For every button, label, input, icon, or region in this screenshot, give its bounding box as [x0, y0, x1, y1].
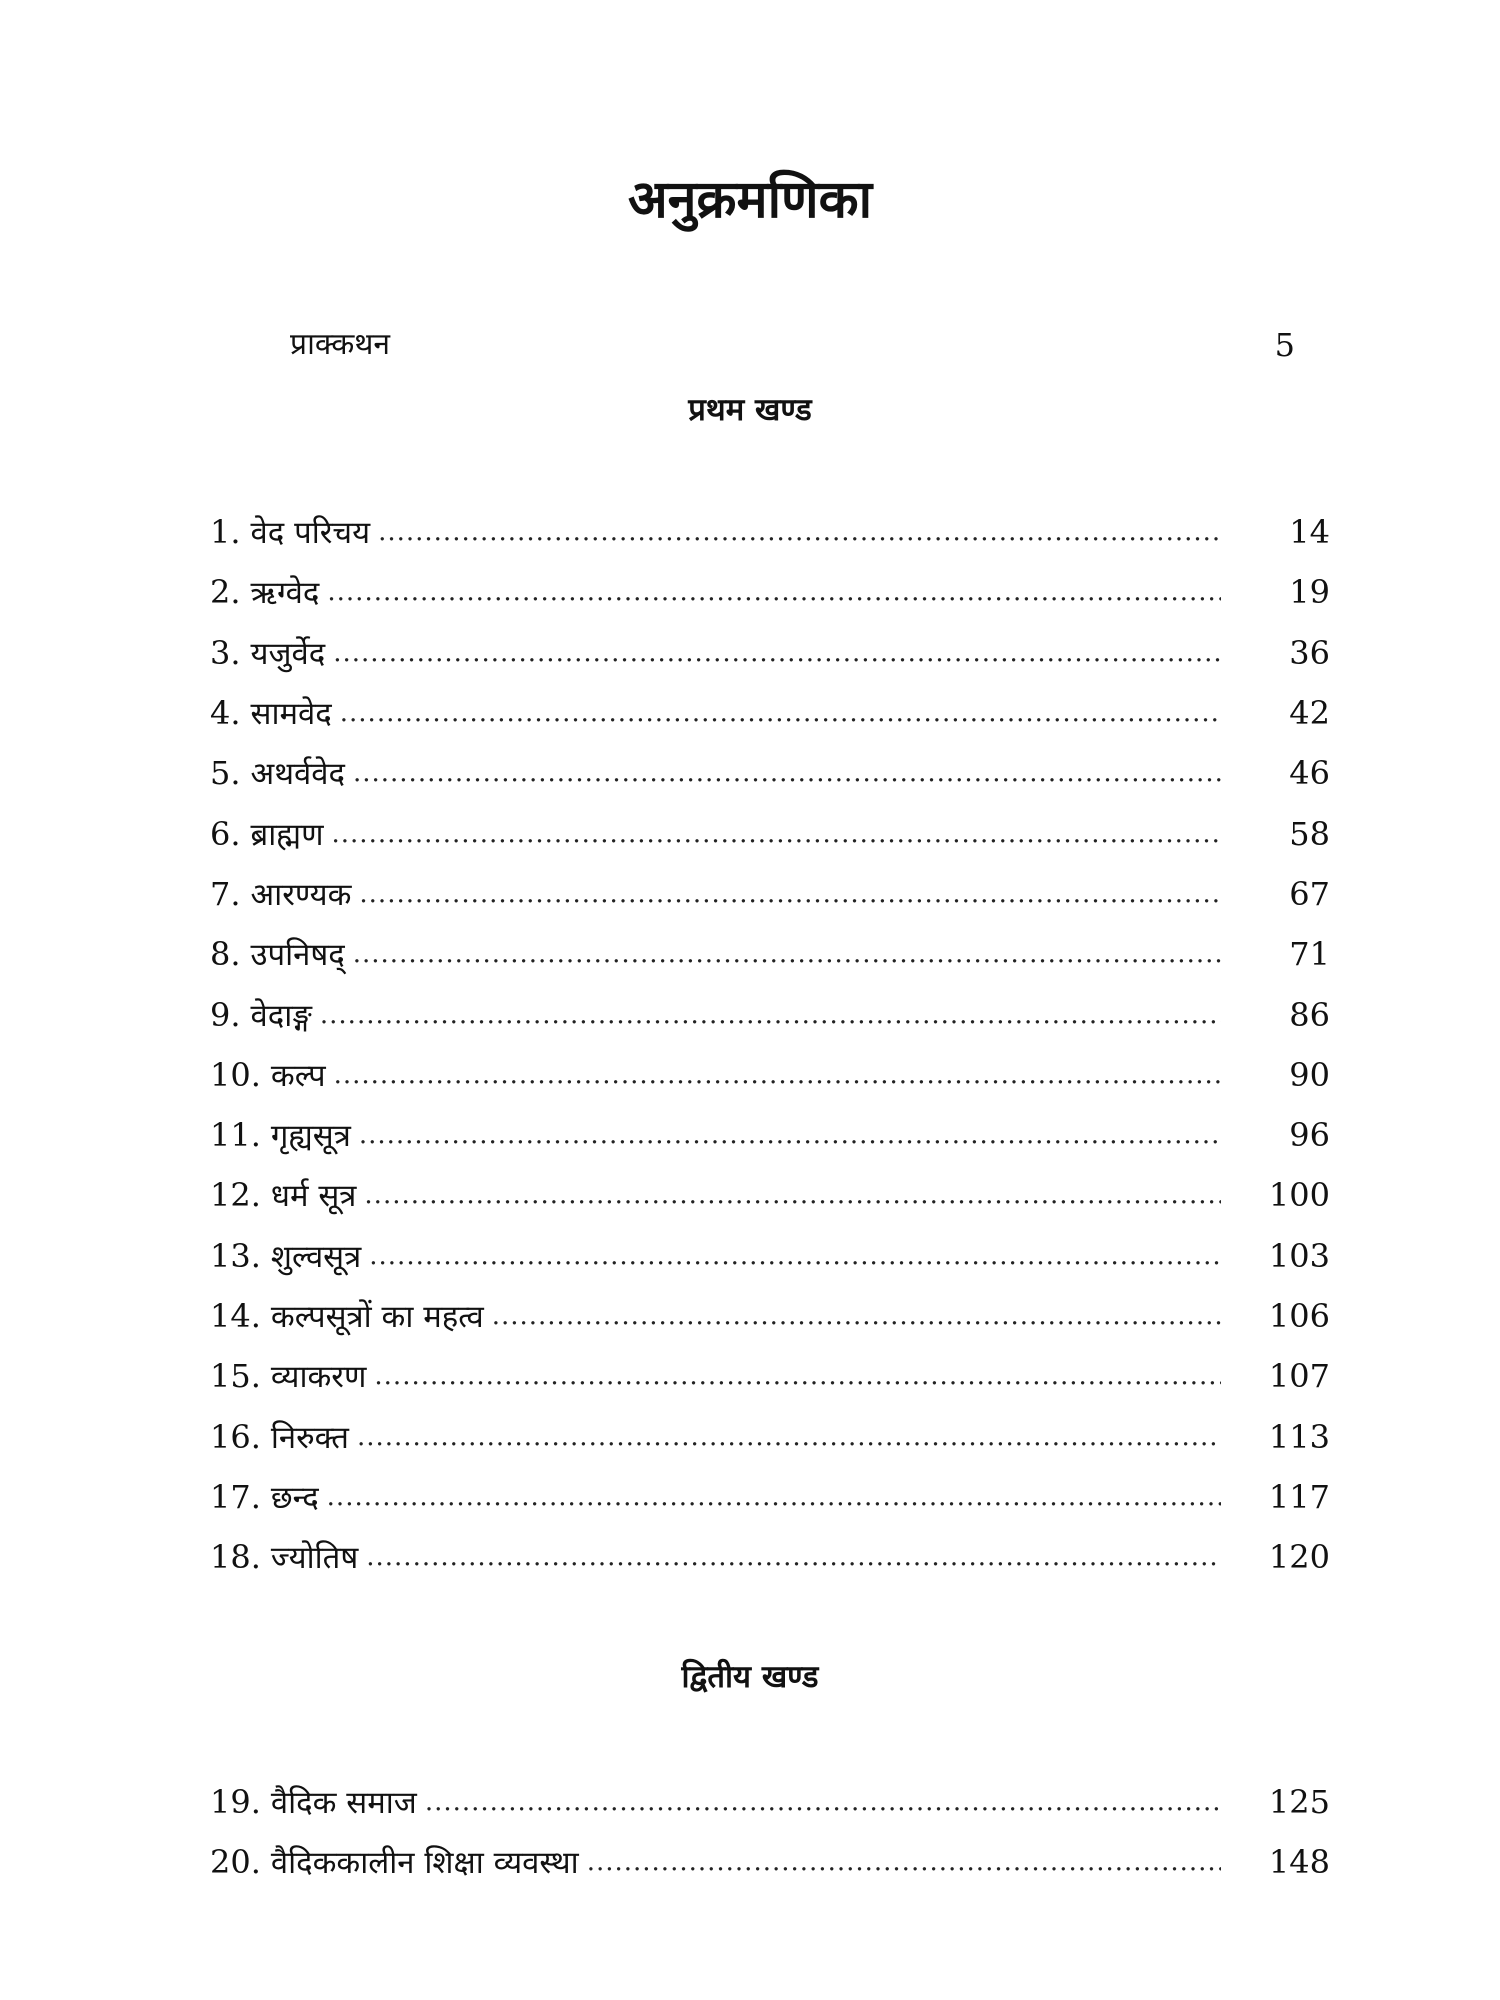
toc-entry-page-number: 71 [1289, 935, 1330, 974]
toc-entry-number: 3. [210, 633, 241, 672]
toc-entry [210, 743, 1330, 803]
toc-list-first-section [210, 502, 1330, 1587]
toc-entry-title: वैदिककालीन शिक्षा व्यवस्था [270, 1845, 579, 1882]
toc-entry-title: गृह्यसूत्र [270, 1118, 351, 1155]
toc-entry-page-number: 103 [1268, 1236, 1330, 1275]
dot-leader [327, 577, 1221, 607]
toc-entry [210, 1527, 1330, 1587]
dot-leader [357, 1422, 1221, 1452]
dot-leader [353, 758, 1221, 788]
toc-entry-title: वेदाङ्ग [250, 997, 312, 1034]
dot-leader [332, 819, 1221, 849]
toc-entry-page-number: 96 [1289, 1116, 1330, 1155]
toc-entry-page-number: 46 [1289, 754, 1330, 793]
toc-entry [210, 683, 1330, 743]
toc-entry-page-number: 86 [1289, 995, 1330, 1034]
toc-entry-number: 16. [210, 1417, 261, 1456]
dot-leader [366, 1542, 1221, 1572]
toc-entry-title: यजुर्वेद [250, 635, 326, 672]
toc-entry-title: निरुक्त [270, 1419, 349, 1456]
toc-entry-number: 2. [210, 573, 241, 612]
dot-leader [492, 1301, 1221, 1331]
toc-entry-number: 4. [210, 694, 241, 733]
toc-entry-number: 15. [210, 1357, 261, 1396]
dot-leader [334, 1060, 1221, 1090]
toc-entry-number: 17. [210, 1477, 261, 1516]
toc-entry [210, 803, 1330, 863]
toc-entry-number: 19. [210, 1783, 261, 1822]
dot-leader [374, 1361, 1221, 1391]
toc-entry [210, 924, 1330, 984]
toc-entry [210, 1165, 1330, 1225]
toc-entry [210, 502, 1330, 562]
toc-entry-page-number: 90 [1289, 1055, 1330, 1094]
toc-entry-number: 11. [210, 1116, 261, 1155]
toc-entry [210, 1346, 1330, 1406]
toc-entry [210, 623, 1330, 683]
toc-entry [210, 1226, 1330, 1286]
toc-entry [210, 1045, 1330, 1105]
toc-entry-page-number: 113 [1268, 1417, 1330, 1456]
toc-entry [210, 562, 1330, 622]
toc-entry-number: 18. [210, 1538, 261, 1577]
toc-entry-page-number: 58 [1289, 814, 1330, 853]
toc-entry-page-number: 107 [1268, 1357, 1330, 1396]
dot-leader [333, 638, 1221, 668]
toc-entry-title: धर्म सूत्र [270, 1178, 357, 1215]
toc-entry-number: 5. [210, 754, 241, 793]
dot-leader [340, 698, 1221, 728]
toc-entry-title: कल्पसूत्रों का महत्व [270, 1299, 484, 1335]
toc-entry-page-number: 117 [1268, 1477, 1330, 1516]
preface-page-number: 5 [1274, 326, 1295, 364]
toc-entry-number: 6. [210, 814, 241, 853]
dot-leader [364, 1180, 1221, 1210]
toc-entry-number: 13. [210, 1236, 261, 1275]
toc-entry-title: वेद परिचय [250, 515, 371, 552]
toc-entry [210, 1832, 1330, 1892]
toc-list-second-section [210, 1772, 1330, 1893]
toc-entry-title: आरण्यक [250, 876, 352, 913]
toc-entry-page-number: 100 [1268, 1176, 1330, 1215]
toc-entry-page-number: 120 [1268, 1538, 1330, 1577]
toc-entry-number: 12. [210, 1176, 261, 1215]
toc-entry-title: अथर्ववेद [250, 756, 345, 793]
dot-leader [369, 1241, 1221, 1271]
toc-entry [210, 1406, 1330, 1466]
section-heading-first: प्रथम खण्ड [688, 392, 812, 428]
toc-entry-title: ज्योतिष [270, 1540, 359, 1577]
toc-entry-title: ऋग्वेद [250, 575, 320, 612]
toc-entry-title: उपनिषद् [250, 937, 345, 974]
page-title: अनुक्रमणिका [627, 170, 873, 230]
toc-entry-page-number: 19 [1289, 573, 1330, 612]
toc-entry-title: छन्द [270, 1479, 319, 1516]
toc-entry-number: 20. [210, 1843, 261, 1882]
toc-entry-page-number: 14 [1289, 513, 1330, 552]
dot-leader [425, 1787, 1221, 1817]
toc-entry [210, 1105, 1330, 1165]
dot-leader [359, 879, 1221, 909]
toc-entry-number: 1. [210, 513, 241, 552]
dot-leader [378, 517, 1221, 547]
preface-entry [290, 320, 1295, 370]
dot-leader [320, 1000, 1221, 1030]
preface-label: प्राक्कथन [290, 327, 391, 362]
toc-entry-title: वैदिक समाज [270, 1785, 417, 1822]
toc-entry-page-number: 148 [1268, 1843, 1330, 1882]
toc-entry-number: 10. [210, 1055, 261, 1094]
toc-entry-page-number: 67 [1289, 874, 1330, 913]
toc-entry-title: ब्राह्मण [250, 816, 324, 853]
toc-entry [210, 984, 1330, 1044]
toc-entry-number: 14. [210, 1297, 261, 1335]
toc-entry-page-number: 125 [1268, 1783, 1330, 1822]
dot-leader [359, 1120, 1221, 1150]
dot-leader [327, 1482, 1221, 1512]
dot-leader [353, 939, 1221, 969]
toc-entry-title: सामवेद [250, 696, 332, 733]
toc-entry [210, 1467, 1330, 1527]
dot-leader [587, 1847, 1221, 1877]
toc-entry-title: शुल्वसूत्र [270, 1238, 362, 1275]
toc-entry-number: 8. [210, 935, 241, 974]
toc-entry [210, 1286, 1330, 1346]
toc-entry-page-number: 42 [1289, 694, 1330, 733]
toc-entry-number: 9. [210, 995, 241, 1034]
toc-entry-title: कल्प [270, 1057, 326, 1094]
toc-entry [210, 1772, 1330, 1832]
toc-entry-number: 7. [210, 874, 241, 913]
toc-entry-page-number: 36 [1289, 633, 1330, 672]
section-heading-second: द्वितीय खण्ड [681, 1659, 819, 1695]
toc-entry-title: व्याकरण [270, 1359, 367, 1396]
toc-entry [210, 864, 1330, 924]
toc-entry-page-number: 106 [1268, 1297, 1330, 1335]
